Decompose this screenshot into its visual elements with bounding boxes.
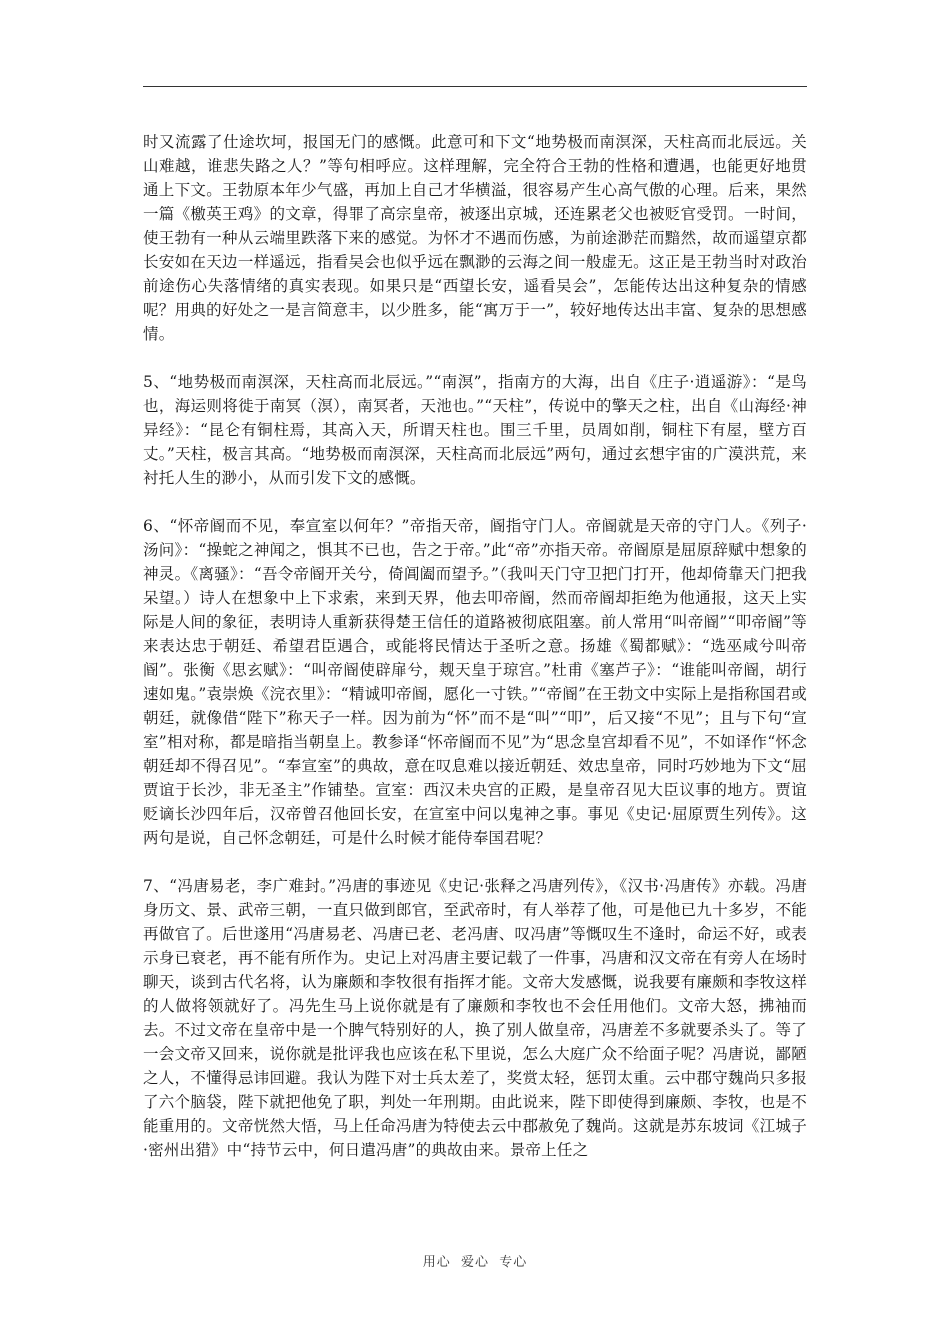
paragraph-item-5: 5、“地势极而南溟深，天柱高而北辰远。”“南溟”，指南方的大海，出自《庄子·逍遥游》：“是鸟也，海运则将徙于南冥（溟），南冥者，天池也。”“天柱”，传说中的擎天之柱，出自《山海经·神异经》：“昆仑有铜柱焉，其高入天，所谓天柱也。围三千里，员周如削，铜柱下有屋，壁方百丈。”天柱，极言其高。“地势极而南溟深，天柱高而北辰远”两句，通过玄想宇宙的广漠洪荒，来衬托人生的渺小，从而引发下文的感慨。 <box>143 373 807 487</box>
paragraph-item-6: 6、“怀帝阍而不见，奉宣室以何年？”帝指天帝，阍指守门人。帝阍就是天帝的守门人。《列子·汤问》：“操蛇之神闻之，惧其不已也，告之于帝。”此“帝”亦指天帝。帝阍原是屈原辞赋中想象的神灵。《离骚》：“吾令帝阍开关兮，倚阊阖而望予。”（我叫天门守卫把门打开，他却倚靠天门把我呆望。）诗人在想象中上下求索，来到天界，他去叩帝阍，然而帝阍却拒绝为他通报，这天上实际是人间的象征，表明诗人重新获得楚王信任的道路被彻底阻塞。前人常用“叫帝阍”“叩帝阍”等来表达忠于朝廷、希望君臣遇合，或能将民情达于圣听之意。扬雄《蜀都赋》：“选巫咸兮叫帝阍”。张衡《思玄赋》：“叫帝阍使辟扉兮，觌天皇于琼宫。”杜甫《塞芦子》：“谁能叫帝阍，胡行速如鬼。”袁崇焕《浣衣里》：“精诚叩帝阍，愿化一寸铁。”“帝阍”在王勃文中实际上是指称国君或朝廷，就像借“陛下”称天子一样。因为前为“怀”而不是“叫”“叩”，后又接“不见”；且与下句“宣室”相对称，都是暗指当朝皇上。教参译“怀帝阍而不见”为“思念皇宫却看不见”，不如译作“怀念朝廷却不得召见”。“奉宣室”的典故，意在叹息难以接近朝廷、效忠皇帝，同时巧妙地为下文“屈贾谊于长沙，非无圣主”作铺垫。宣室：西汉未央宫的正殿，是皇帝召见大臣议事的地方。贾谊贬谪长沙四年后，汉帝曾召他回长安，在宣室中问以鬼神之事。事见《史记·屈原贾生列传》。这两句是说，自己怀念朝廷，可是什么时候才能侍奉国君呢？ <box>143 517 807 847</box>
header-rule <box>143 86 807 87</box>
paragraph-item-7: 7、“冯唐易老，李广难封。”冯唐的事迹见《史记·张释之冯唐列传》，《汉书·冯唐传》亦载。冯唐身历文、景、武帝三朝，一直只做到郎官，至武帝时，有人举荐了他，可是他已九十多岁，不能再做官了。后世遂用“冯唐易老、冯唐已老、老冯唐、叹冯唐”等慨叹生不逢时，命运不好，或表示身已衰老，再不能有所作为。史记上对冯唐主要记载了一件事，冯唐和汉文帝在有旁人在场时聊天，谈到古代名将，认为廉颇和李牧很有指挥才能。文帝大发感慨，说我要有廉颇和李牧这样的人做将领就好了。冯先生马上说你就是有了廉颇和李牧也不会任用他们。文帝大怒，拂袖而去。不过文帝在皇帝中是一个脾气特别好的人，换了别人做皇帝，冯唐差不多就要杀头了。等了一会文帝又回来，说你就是批评我也应该在私下里说，怎么大庭广众不给面子呢？冯唐说，鄙陋之人，不懂得忌讳回避。我认为陛下对士兵太差了，奖赏太轻，惩罚太重。云中郡守魏尚只多报了六个脑袋，陛下就把他免了职，判处一年刑期。由此说来，陛下即使得到廉颇、李牧，也是不能重用的。文帝恍然大悟，马上任命冯唐为特使去云中郡赦免了魏尚。这就是苏东坡词《江城子·密州出猎》中“持节云中，何日遣冯唐”的典故由来。景帝上任之 <box>143 877 807 1159</box>
paragraph-continuation: 时又流露了仕途坎坷，报国无门的感慨。此意可和下文“地势极而南溟深，天柱高而北辰远。关山难越，谁悲失路之人？”等句相呼应。这样理解，完全符合王勃的性格和遭遇，也能更好地贯通上下文。王勃原本年少气盛，再加上自己才华横溢，很容易产生心高气傲的心理。后来，果然一篇《檄英王鸡》的文章，得罪了高宗皇帝，被逐出京城，还连累老父也被贬官受罚。一时间，使王勃有一种从云端里跌落下来的感觉。为怀才不遇而伤感，为前途渺茫而黯然，故而遥望京都长安如在天边一样遥远，指看吴会也似乎远在飘渺的云海之间一般虚无。这正是王勃当时对政治前途伤心失落情绪的真实表现。如果只是“西望长安，遥看吴会”，怎能传达出这种复杂的情感呢？用典的好处之一是言简意丰，以少胜多，能“寓万于一”，较好地传达出丰富、复杂的思想感情。 <box>143 133 807 343</box>
page-body <box>143 130 807 1162</box>
page-footer: 用心 爱心 专心 <box>422 1255 528 1270</box>
